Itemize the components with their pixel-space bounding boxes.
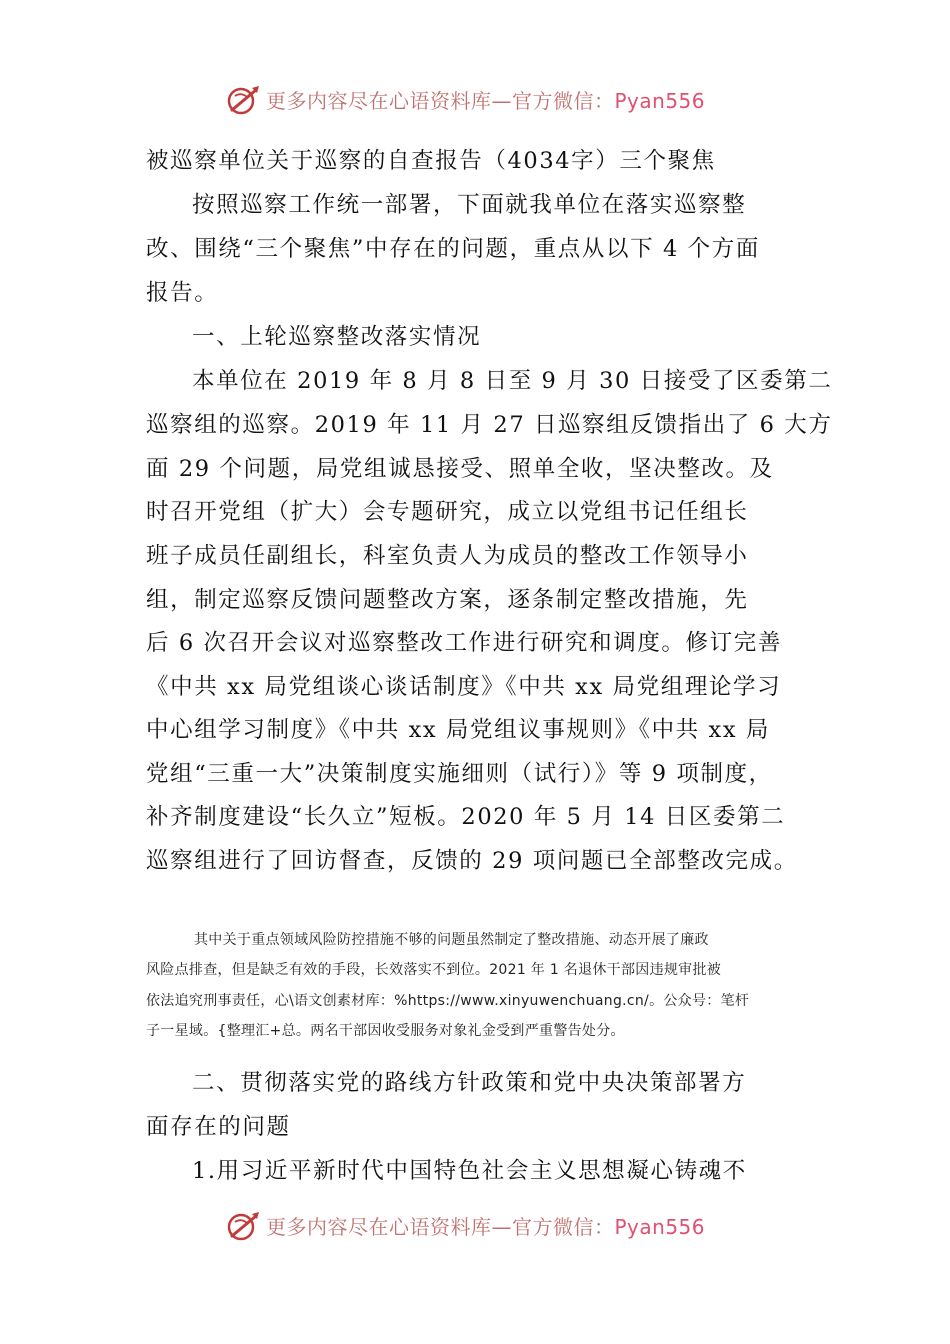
paragraph-line: 报告。 [146, 280, 219, 306]
section-heading-2: 二、贯彻落实党的路线方针政策和党中央决策部署方 [192, 1070, 747, 1096]
paragraph-line: 班子成员任副组长，科室负责人为成员的整改工作领导小 [146, 543, 749, 569]
subsection-heading: 1.用习近平新时代中国特色社会主义思想凝心铸魂不 [192, 1158, 747, 1184]
banner-text: 更多内容尽在心语资料库—官方微信：Pyan556 [266, 89, 706, 113]
paragraph-line: 面 29 个问题，局党组诚恳接受、照单全收，坚决整改。及 [146, 456, 774, 482]
paragraph-line: 改、围绕“三个聚焦”中存在的问题，重点从以下 4 个方面 [146, 236, 760, 262]
small-print-line: 其中关于重点领域风险防控措施不够的问题虽然制定了整改措施、动态开展了廉政 [194, 932, 709, 948]
paragraph-line: 《中共 xx 局党组谈心谈话制度》《中共 xx 局党组理论学习 [146, 674, 782, 700]
pen-logo-icon [226, 1210, 262, 1244]
pen-logo-icon [226, 84, 262, 118]
paragraph-line: 按照巡察工作统一部署，下面就我单位在落实巡察整 [192, 192, 747, 218]
small-print-line: 依法追究刑事责任，心\语文创素材库：%https://www.xinyuwenchuang.cn/。公众号：笔杆 [146, 993, 750, 1009]
paragraph-line: 后 6 次召开会议对巡察整改工作进行研究和调度。修订完善 [146, 630, 782, 656]
banner-text: 更多内容尽在心语资料库—官方微信：Pyan556 [266, 1215, 706, 1239]
section-heading-2-cont: 面存在的问题 [146, 1114, 291, 1140]
wechat-id: Pyan556 [614, 89, 706, 113]
small-print-line: 子一星域。{整理汇+总。两名干部因收受服务对象礼金受到严重警告处分。 [146, 1023, 625, 1039]
footer-watermark-banner [0, 1208, 950, 1248]
small-print-line: 风险点排查，但是缺乏有效的手段，长效落实不到位。2021 年 1 名退休干部因违规审批被 [146, 962, 722, 978]
document-title: 被巡察单位关于巡察的自查报告（4034字）三个聚焦 [146, 148, 716, 174]
paragraph-line: 巡察组的巡察。2019 年 11 月 27 日巡察组反馈指出了 6 大方 [146, 412, 833, 438]
paragraph-line: 组，制定巡察反馈问题整改方案，逐条制定整改措施，先 [146, 587, 749, 613]
paragraph-line: 党组“三重一大”决策制度实施细则（试行）》等 9 项制度， [146, 761, 773, 787]
paragraph-line: 时召开党组（扩大）会专题研究，成立以党组书记任组长 [146, 499, 749, 525]
paragraph-line: 补齐制度建设“长久立”短板。2020 年 5 月 14 日区委第二 [146, 804, 786, 830]
header-watermark-banner [0, 82, 950, 122]
paragraph-line: 巡察组进行了回访督查，反馈的 29 项问题已全部整改完成。 [146, 848, 798, 874]
section-heading-1: 一、上轮巡察整改落实情况 [192, 324, 482, 350]
paragraph-line: 中心组学习制度》《中共 xx 局党组议事规则》《中共 xx 局 [146, 717, 770, 743]
paragraph-line: 本单位在 2019 年 8 月 8 日至 9 月 30 日接受了区委第二 [192, 368, 833, 394]
wechat-id: Pyan556 [614, 1215, 706, 1239]
